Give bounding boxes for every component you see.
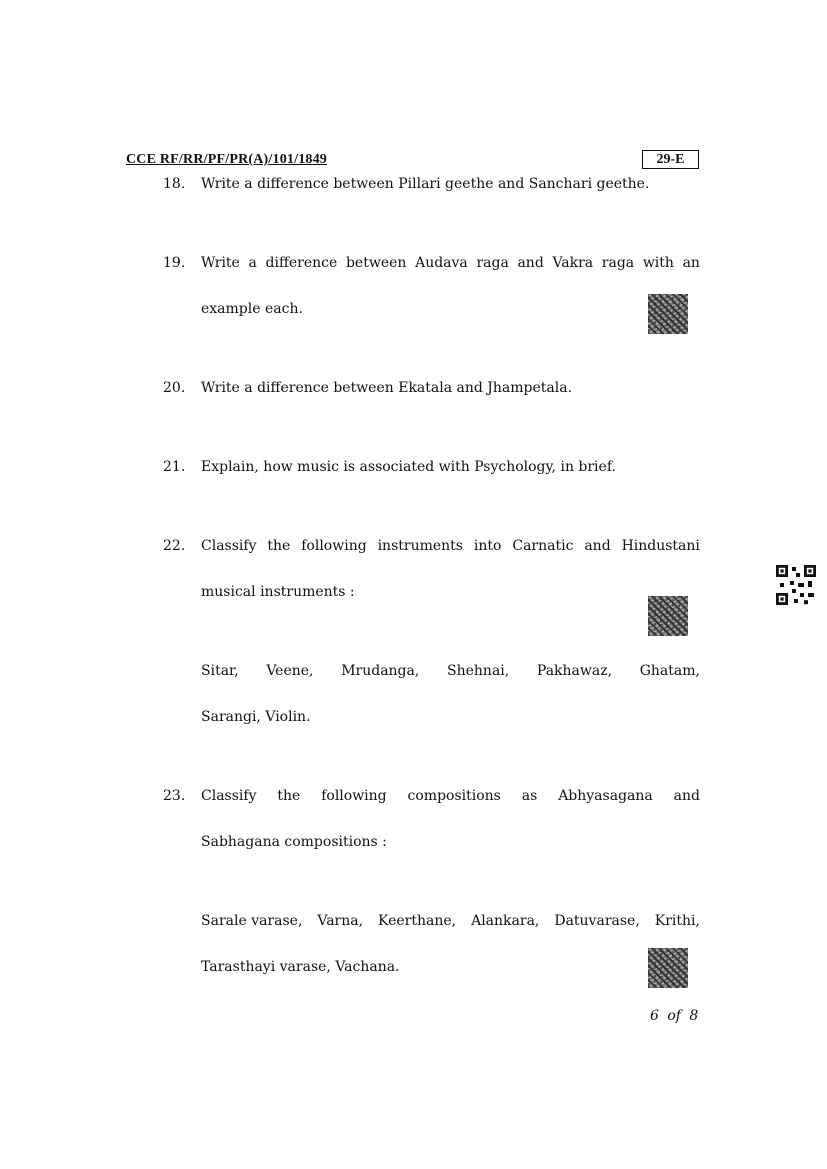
word: instruments	[377, 538, 463, 554]
question-text: Write a difference between Ekatala and Jhampetala.	[201, 380, 573, 396]
word: Hindustani	[621, 538, 700, 554]
word: Audava	[415, 255, 468, 271]
question-number: 19.	[163, 255, 186, 271]
word: raga	[601, 255, 635, 271]
word: Datuvarase,	[554, 913, 640, 929]
word: Shehnai,	[447, 663, 510, 679]
word: an	[682, 255, 700, 271]
question-number: 21.	[163, 459, 186, 475]
word: Veene,	[266, 663, 314, 679]
word: Classify	[201, 788, 257, 804]
word: following	[321, 788, 387, 804]
word: the	[277, 788, 301, 804]
question-text: Write a difference between Pillari geethe and Sanchari geethe.	[201, 176, 650, 192]
question-text: musical instruments :	[201, 584, 355, 600]
question-number: 20.	[163, 380, 186, 396]
question-line	[201, 538, 700, 554]
word: Write	[201, 255, 240, 271]
question-text: Sabhagana compositions :	[201, 834, 387, 850]
question-number: 18.	[163, 176, 186, 192]
qr-code-icon	[776, 565, 816, 605]
version-box: 29-E	[642, 150, 699, 169]
word: Pakhawaz,	[536, 663, 613, 679]
word: Carnatic	[512, 538, 574, 554]
instrument-list	[201, 663, 700, 679]
question-line	[201, 255, 700, 271]
qr-code-icon	[648, 294, 688, 334]
question-number: 23.	[163, 788, 186, 804]
word: Alankara,	[471, 913, 540, 929]
word: Keerthane,	[378, 913, 457, 929]
word: Sitar,	[201, 663, 239, 679]
question-number: 22.	[163, 538, 186, 554]
word: Varna,	[317, 913, 364, 929]
word: a	[248, 255, 257, 271]
word: raga	[476, 255, 509, 271]
word: Krithi,	[654, 913, 700, 929]
word: compositions	[407, 788, 501, 804]
word: with	[642, 255, 674, 271]
word: and	[517, 255, 544, 271]
word: and	[584, 538, 611, 554]
word: difference	[265, 255, 338, 271]
composition-list-end: Tarasthayi varase, Vachana.	[201, 959, 400, 975]
word: Sarale varase,	[201, 913, 303, 929]
question-line	[201, 788, 700, 804]
paper-code: CCE RF/RR/PF/PR(A)/101/1849	[126, 152, 327, 167]
word: Ghatam,	[639, 663, 700, 679]
question-text: Explain, how music is associated with Psychology, in brief.	[201, 459, 616, 475]
word: between	[345, 255, 407, 271]
qr-code-icon	[648, 596, 688, 636]
word: Abhyasagana	[558, 788, 653, 804]
word: Mrudanga,	[341, 663, 420, 679]
word: the	[267, 538, 291, 554]
word: and	[673, 788, 700, 804]
page-number: 6 of 8	[650, 1008, 699, 1024]
composition-list	[201, 913, 700, 929]
word: following	[301, 538, 367, 554]
word: Vakra	[552, 255, 594, 271]
word: Classify	[201, 538, 257, 554]
question-text: example each.	[201, 301, 303, 317]
word: into	[473, 538, 502, 554]
word: as	[521, 788, 538, 804]
qr-code-icon	[648, 948, 688, 988]
instrument-list-end: Sarangi, Violin.	[201, 709, 311, 725]
